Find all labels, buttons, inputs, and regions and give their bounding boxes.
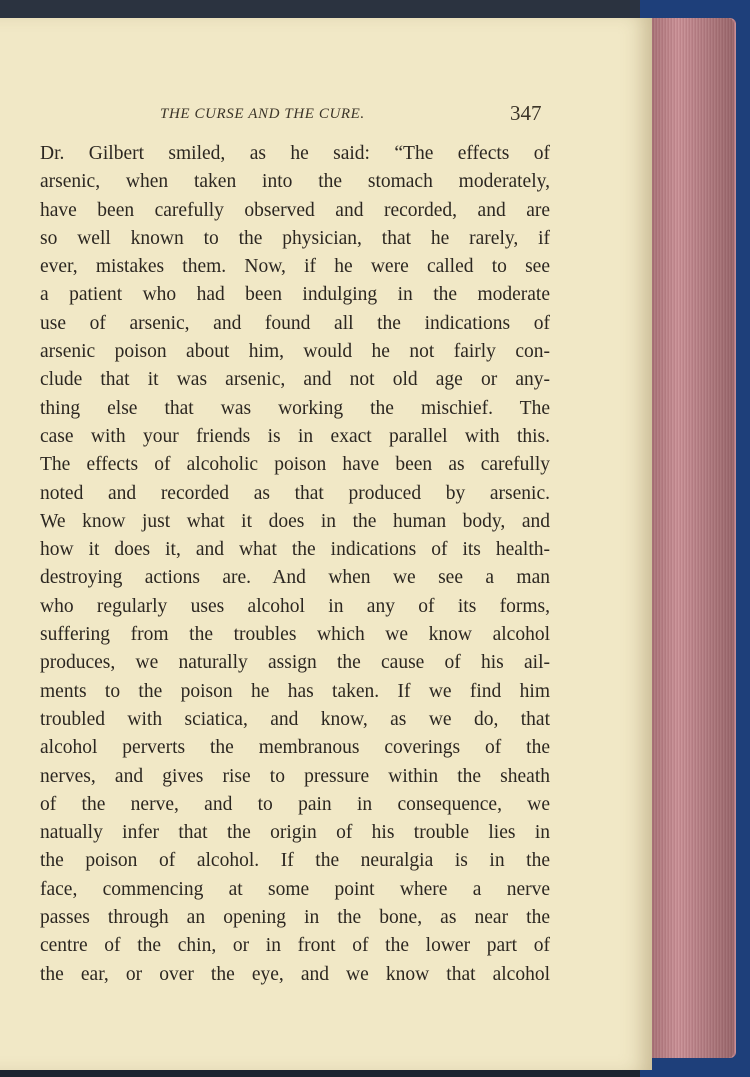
text-line: of the nerve, and to pain in consequence, we — [40, 793, 550, 815]
text-line: We know just what it does in the human body, and — [40, 510, 550, 532]
text-line: arsenic poison about him, would he not fairly con- — [40, 341, 550, 363]
text-line: suffering from the troubles which we know alcohol — [40, 624, 550, 646]
running-title: THE CURSE AND THE CURE. — [160, 106, 365, 122]
text-line: ments to the poison he has taken. If we find him — [40, 680, 550, 702]
text-line: The effects of alcoholic poison have been as carefully — [40, 454, 550, 476]
body-text — [40, 140, 550, 989]
page-edges-shading — [640, 18, 734, 1058]
page-number: 347 — [510, 101, 542, 125]
text-line: have been carefully observed and recorded, and are — [40, 199, 550, 221]
text-line: arsenic, when taken into the stomach moderately, — [40, 171, 550, 193]
text-line: use of arsenic, and found all the indications of — [40, 312, 550, 334]
text-line: who regularly uses alcohol in any of its forms, — [40, 595, 550, 617]
text-line: thing else that was working the mischief. The — [40, 397, 550, 419]
text-line: case with your friends is in exact parallel with this. — [40, 425, 550, 447]
text-line: Dr. Gilbert smiled, as he said: “The effects of — [40, 143, 550, 164]
text-line: a patient who had been indulging in the moderate — [40, 284, 550, 306]
book-page — [0, 18, 652, 1070]
text-line: clude that it was arsenic, and not old age or any- — [40, 369, 550, 391]
running-head — [0, 96, 652, 126]
text-line: nerves, and gives rise to pressure within the sheath — [40, 765, 550, 787]
text-line: troubled with sciatica, and know, as we do, that — [40, 708, 550, 730]
text-line: passes through an opening in the bone, as near the — [40, 907, 550, 929]
text-line: noted and recorded as that produced by arsenic. — [40, 482, 550, 504]
text-line: destroying actions are. And when we see a man — [40, 567, 550, 589]
text-line: face, commencing at some point where a nerve — [40, 878, 550, 900]
text-line: ever, mistakes them. Now, if he were called to see — [40, 256, 550, 278]
text-line: natually infer that the origin of his trouble lies in — [40, 822, 550, 844]
text-line: the poison of alcohol. If the neuralgia is in the — [40, 850, 550, 872]
text-line: alcohol perverts the membranous coverings of the — [40, 737, 550, 759]
text-line: centre of the chin, or in front of the lower part of — [40, 935, 550, 957]
text-line: so well known to the physician, that he rarely, if — [40, 227, 550, 249]
text-line: how it does it, and what the indications of its health- — [40, 539, 550, 561]
text-line: produces, we naturally assign the cause of his ail- — [40, 652, 550, 674]
text-line: the ear, or over the eye, and we know that alcohol — [40, 963, 550, 985]
